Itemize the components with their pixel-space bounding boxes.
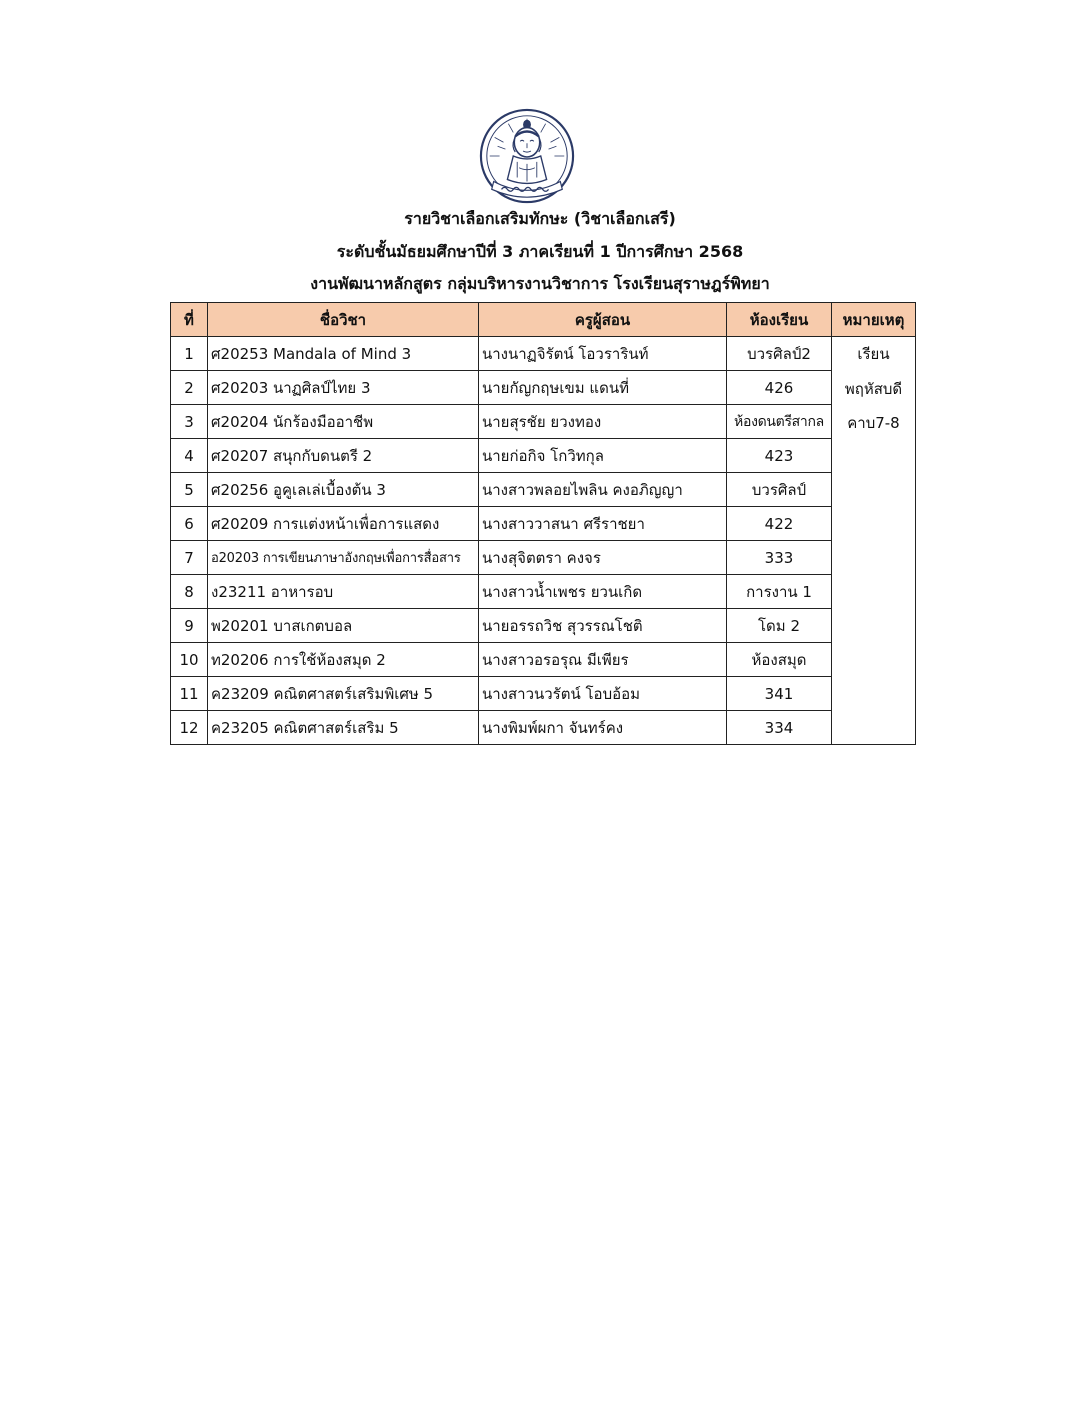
room-name: 334 xyxy=(727,711,832,745)
teacher-name: นางสาวน้ำเพชร ยวนเกิด xyxy=(479,575,727,609)
subject-name: ศ20256 อูคูเลเล่เบื้องต้น 3 xyxy=(208,473,479,507)
teacher-name: นางสุจิตตรา คงจร xyxy=(479,541,727,575)
column-header-no: ที่ xyxy=(171,303,208,337)
table-row xyxy=(171,609,916,643)
teacher-name: นางสาววาสนา ศรีราชยา xyxy=(479,507,727,541)
subject-name: ศ20204 นักร้องมืออาชีพ xyxy=(208,405,479,439)
subject-name: พ20201 บาสเกตบอล xyxy=(208,609,479,643)
table-row xyxy=(171,677,916,711)
row-number: 4 xyxy=(171,439,208,473)
row-number: 10 xyxy=(171,643,208,677)
row-number: 5 xyxy=(171,473,208,507)
table-row xyxy=(171,643,916,677)
room-name: บวรศิลป์2 xyxy=(727,337,832,371)
room-name: การงาน 1 xyxy=(727,575,832,609)
document-subtitle: ระดับชั้นมัธยมศึกษาปีที่ 3 ภาคเรียนที่ 1 ปีการศึกษา 2568 xyxy=(336,242,744,261)
column-header-note: หมายเหตุ xyxy=(832,303,916,337)
document-department: งานพัฒนาหลักสูตร กลุ่มบริหารงานวิชาการ โรงเรียนสุราษฎร์พิทยา xyxy=(310,274,770,293)
subject-name: ค23209 คณิตศาสตร์เสริมพิเศษ 5 xyxy=(208,677,479,711)
school-seal-logo xyxy=(478,107,576,205)
note-cell xyxy=(832,337,916,745)
teacher-name: นางพิมพ์ผกา จันทร์คง xyxy=(479,711,727,745)
row-number: 12 xyxy=(171,711,208,745)
note-line-study: เรียน xyxy=(857,345,890,363)
room-name: บวรศิลป์ xyxy=(727,473,832,507)
note-line-day: พฤหัสบดี xyxy=(844,379,903,398)
table-row xyxy=(171,473,916,507)
subject-name: อ20203 การเขียนภาษาอังกฤษเพื่อการสื่อสาร xyxy=(208,541,479,575)
row-number: 6 xyxy=(171,507,208,541)
teacher-name: นางสาวอรอรุณ มีเพียร xyxy=(479,643,727,677)
table-row xyxy=(171,337,916,371)
table-header-row xyxy=(171,303,916,337)
room-name: 426 xyxy=(727,371,832,405)
document-title: รายวิชาเลือกเสริมทักษะ (วิชาเลือกเสรี) xyxy=(404,209,676,228)
table-row xyxy=(171,711,916,745)
column-header-teacher: ครูผู้สอน xyxy=(479,303,727,337)
subject-name: ท20206 การใช้ห้องสมุด 2 xyxy=(208,643,479,677)
teacher-name: นายก่อกิจ โกวิทกุล xyxy=(479,439,727,473)
room-name: ห้องดนตรีสากล xyxy=(727,405,832,439)
teacher-name: นายสุรชัย ยวงทอง xyxy=(479,405,727,439)
subject-name: ศ20253 Mandala of Mind 3 xyxy=(208,337,479,371)
teacher-name: นางนาฏจิรัตน์ โอวรารินท์ xyxy=(479,337,727,371)
row-number: 7 xyxy=(171,541,208,575)
teacher-name: นายกัญกฤษเขม แดนที่ xyxy=(479,371,727,405)
subject-name: ง23211 อาหารอบ xyxy=(208,575,479,609)
room-name: โดม 2 xyxy=(727,609,832,643)
teacher-name: นางสาวพลอยไพลิน คงอภิญญา xyxy=(479,473,727,507)
table-row xyxy=(171,507,916,541)
elective-courses-table xyxy=(170,302,916,745)
subject-name: ค23205 คณิตศาสตร์เสริม 5 xyxy=(208,711,479,745)
table-row xyxy=(171,371,916,405)
row-number: 3 xyxy=(171,405,208,439)
row-number: 2 xyxy=(171,371,208,405)
room-name: ห้องสมุด xyxy=(727,643,832,677)
row-number: 9 xyxy=(171,609,208,643)
column-header-subject: ชื่อวิชา xyxy=(208,303,479,337)
room-name: 341 xyxy=(727,677,832,711)
row-number: 11 xyxy=(171,677,208,711)
subject-name: ศ20209 การแต่งหน้าเพื่อการแสดง xyxy=(208,507,479,541)
room-name: 423 xyxy=(727,439,832,473)
table-row xyxy=(171,405,916,439)
column-header-room: ห้องเรียน xyxy=(727,303,832,337)
row-number: 1 xyxy=(171,337,208,371)
table-row xyxy=(171,541,916,575)
room-name: 333 xyxy=(727,541,832,575)
table-row xyxy=(171,575,916,609)
teacher-name: นางสาวนวรัตน์ โอบอ้อม xyxy=(479,677,727,711)
row-number: 8 xyxy=(171,575,208,609)
subject-name: ศ20207 สนุกกับดนตรี 2 xyxy=(208,439,479,473)
note-line-period: คาบ7-8 xyxy=(847,414,900,432)
subject-name: ศ20203 นาฏศิลป์ไทย 3 xyxy=(208,371,479,405)
teacher-name: นายอรรถวิช สุวรรณโชติ xyxy=(479,609,727,643)
room-name: 422 xyxy=(727,507,832,541)
table-row xyxy=(171,439,916,473)
